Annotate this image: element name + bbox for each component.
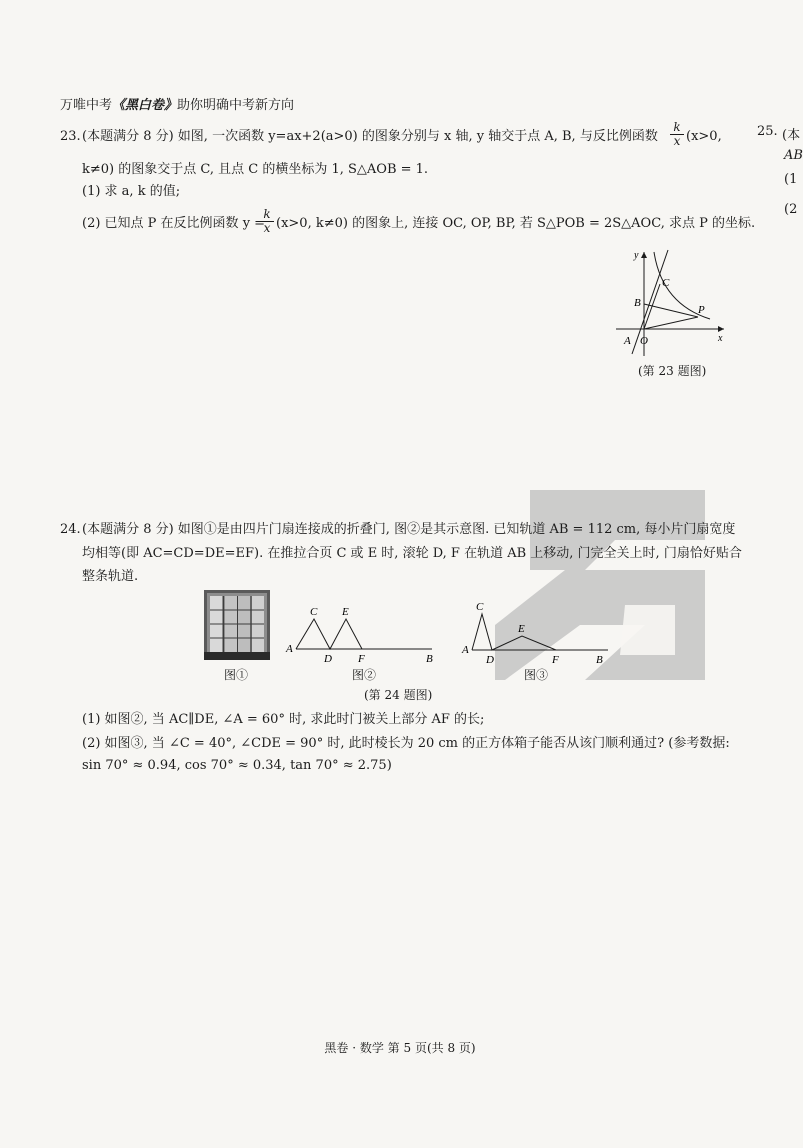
q24-fig3-label-e: E bbox=[518, 623, 525, 635]
page-footer: 黑卷 · 数学 第 5 页(共 8 页) bbox=[324, 1041, 476, 1055]
q24-fig3-diagram bbox=[462, 599, 612, 669]
q25-fragment-part1: (1 bbox=[784, 172, 798, 187]
q24-fig3-label-c: C bbox=[476, 601, 484, 613]
q24-number: 24. bbox=[60, 522, 81, 537]
q23-line1-end: (x>0, bbox=[686, 129, 722, 144]
q24-fig2-label-c: C bbox=[310, 606, 318, 618]
q24-fig2-label-b: B bbox=[426, 653, 433, 665]
q24-fig2-label-e: E bbox=[342, 606, 349, 618]
q23-figure-caption: (第 23 题图) bbox=[638, 364, 707, 378]
q25-number: 25. bbox=[757, 124, 778, 139]
q24-fig3-caption: 图③ bbox=[524, 668, 549, 682]
header-book-title: 《黑白卷》 bbox=[112, 98, 178, 113]
header-prefix: 万唯中考 bbox=[60, 98, 113, 113]
q24-fig3-label-b: B bbox=[596, 654, 603, 666]
q23-fraction bbox=[670, 121, 684, 148]
q24-line1: (本题满分 8 分) 如图①是由四片门扇连接成的折叠门, 图②是其示意图. 已知轨道 AB = 112 cm, 每小片门扇宽度 bbox=[82, 522, 736, 537]
q24-fig2-label-d: D bbox=[324, 653, 332, 665]
q23-number: 23. bbox=[60, 129, 81, 144]
q24-fig3-label-a: A bbox=[462, 644, 469, 656]
header-slogan: 助你明确中考新方向 bbox=[177, 98, 295, 113]
q24-fig3-label-f: F bbox=[552, 654, 559, 666]
q23-fraction-numerator: k bbox=[673, 120, 681, 134]
q24-fig1-door-photo bbox=[204, 590, 270, 660]
q24-part1: (1) 如图②, 当 AC∥DE, ∠A = 60° 时, 求此时门被关上部分 AF 的长; bbox=[82, 712, 485, 727]
q23-part2-fraction-denominator: x bbox=[263, 221, 271, 235]
q23-fig-label-x: x bbox=[718, 333, 723, 344]
q24-fig3-label-d: D bbox=[486, 654, 494, 666]
q23-line2: k≠0) 的图象交于点 C, 且点 C 的横坐标为 1, S△AOB = 1. bbox=[82, 162, 429, 177]
q24-fig2-caption: 图② bbox=[352, 668, 377, 682]
page-header bbox=[60, 94, 294, 113]
q23-fig-label-o: O bbox=[640, 335, 648, 347]
q25-fragment: (本 bbox=[782, 128, 801, 143]
q25-fragment-part2: (2 bbox=[784, 202, 798, 217]
q23-fig-label-c: C bbox=[662, 277, 670, 289]
q23-part2-fraction-numerator: k bbox=[263, 207, 271, 221]
q23-part1: (1) 求 a, k 的值; bbox=[82, 184, 181, 199]
q23-fraction-denominator: x bbox=[673, 134, 681, 148]
q23-part2-start: (2) 已知点 P 在反比例函数 y = bbox=[82, 216, 266, 231]
q23-figure bbox=[610, 246, 730, 362]
q23-fig-label-a: A bbox=[624, 335, 631, 347]
q24-fig1-caption: 图① bbox=[224, 668, 249, 682]
q24-line3: 整条轨道. bbox=[82, 569, 139, 584]
q24-figure-caption: (第 24 题图) bbox=[364, 688, 433, 702]
q24-fig2-label-a: A bbox=[286, 643, 293, 655]
q23-fig-label-b: B bbox=[634, 297, 641, 309]
q24-part2: (2) 如图③, 当 ∠C = 40°, ∠CDE = 90° 时, 此时棱长为 20 cm 的正方体箱子能否从该门顺利通过? (参考数据: bbox=[82, 736, 730, 751]
q24-fig2-diagram bbox=[286, 602, 440, 668]
q23-part2-end: (x>0, k≠0) 的图象上, 连接 OC, OP, BP, 若 S△POB = 2S△AOC, 求点 P 的坐标. bbox=[276, 216, 756, 231]
q23-fig-label-p: P bbox=[698, 304, 705, 316]
q23-fig-label-y: y bbox=[634, 250, 639, 261]
q23-part2-fraction bbox=[260, 208, 274, 235]
q23-line1: (本题满分 8 分) 如图, 一次函数 y=ax+2(a>0) 的图象分别与 x 轴, y 轴交于点 A, B, 与反比例函数 bbox=[82, 129, 658, 144]
q24-fig2-label-f: F bbox=[358, 653, 365, 665]
q25-fragment-line2: AB bbox=[784, 148, 803, 163]
q24-line2: 均相等(即 AC=CD=DE=EF). 在推拉合页 C 或 E 时, 滚轮 D, F 在轨道 AB 上移动, 门完全关上时, 门扇恰好贴合 bbox=[82, 546, 742, 561]
q24-part2-reference: sin 70° ≈ 0.94, cos 70° ≈ 0.34, tan 70° ≈ 2.75) bbox=[82, 758, 392, 773]
